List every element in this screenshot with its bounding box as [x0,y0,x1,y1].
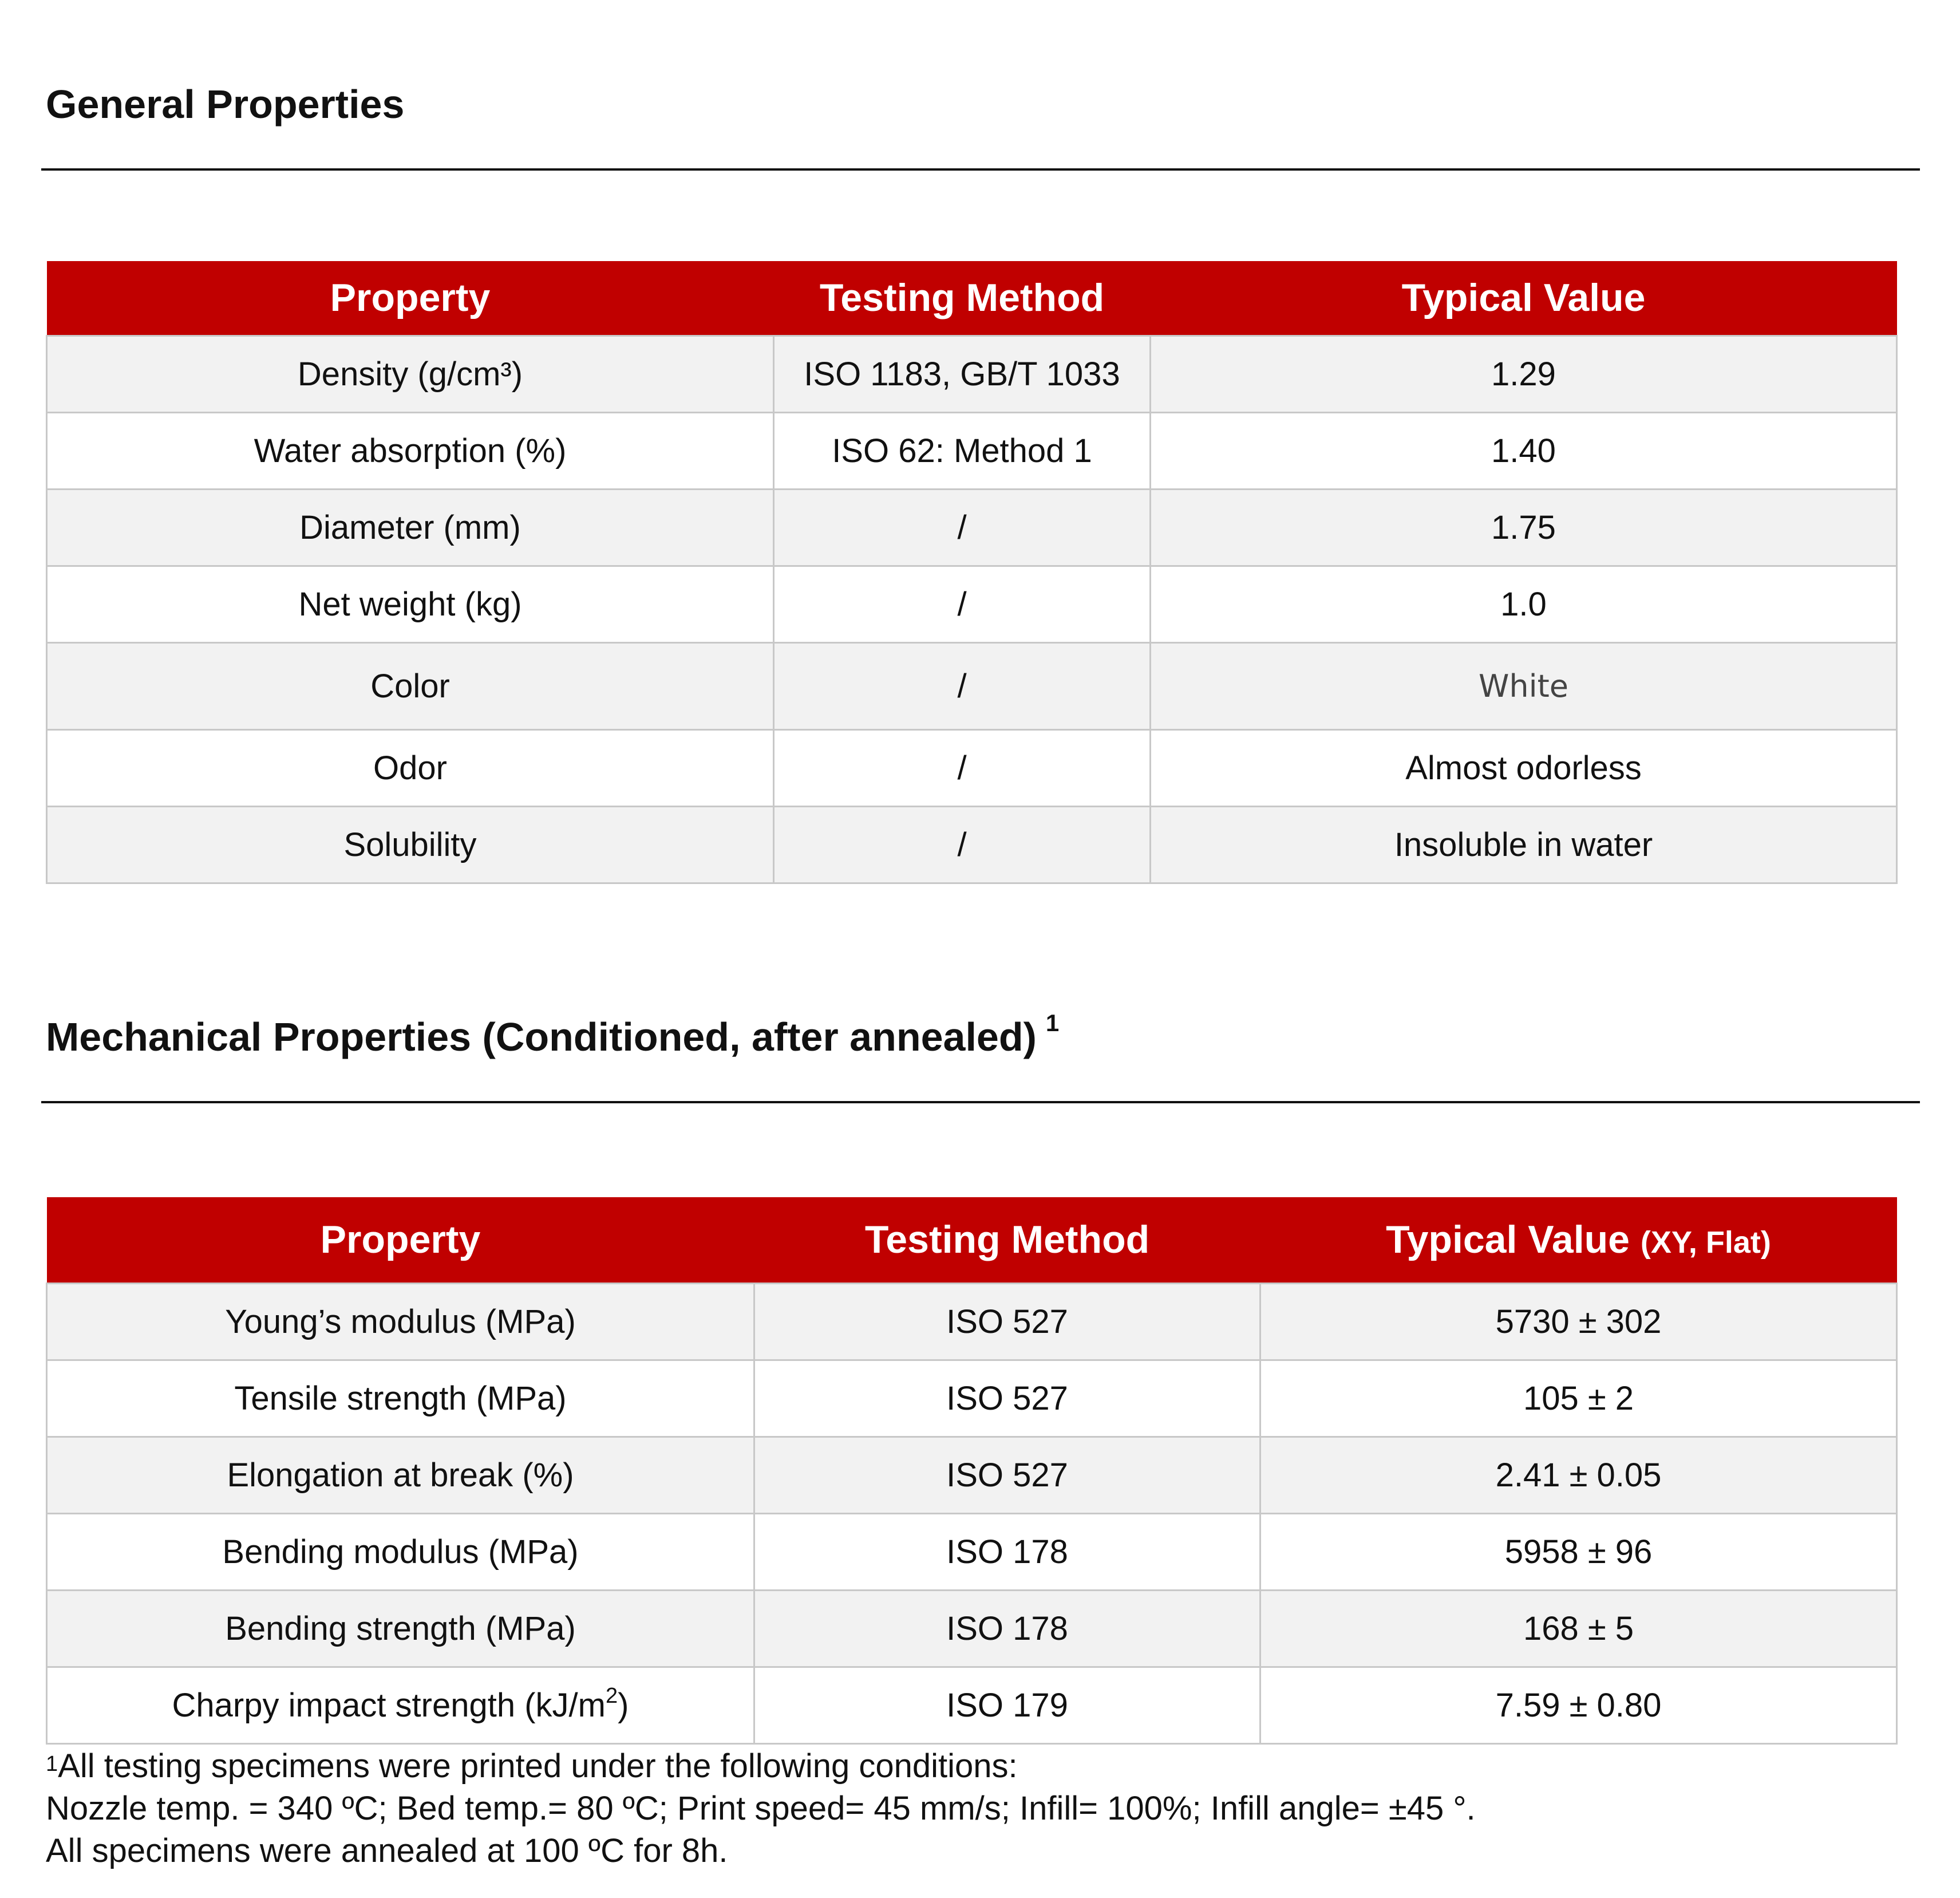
property-cell: Tensile strength (MPa) [47,1360,754,1437]
header-typical-value [1260,1197,1897,1283]
table-row [47,806,1897,883]
value-cell: 2.41 ± 0.05 [1260,1437,1897,1513]
table-header-row [47,1197,1897,1283]
mechanical-properties-title [46,1009,1060,1059]
method-cell: ISO 527 [754,1360,1260,1437]
header-typical-value-label: Typical Value [1386,1218,1630,1262]
value-cell: White [1151,642,1897,729]
value-cell: 5958 ± 96 [1260,1513,1897,1590]
table-row [47,1283,1897,1360]
property-cell: Bending strength (MPa) [47,1590,754,1667]
value-cell: 168 ± 5 [1260,1590,1897,1667]
property-cell: Odor [47,729,774,806]
property-cell: Elongation at break (%) [47,1437,754,1513]
method-cell: ISO 179 [754,1667,1260,1743]
mechanical-divider [41,1101,1920,1103]
header-typical-value: Typical Value [1151,261,1897,336]
method-cell: ISO 62: Method 1 [774,412,1151,489]
header-value-unit: (XY, Flat) [1640,1225,1771,1260]
property-cell: Density (g/cm³) [47,336,774,412]
property-cell: Net weight (kg) [47,566,774,642]
header-testing-method: Testing Method [754,1197,1260,1283]
footnote-line-2: Nozzle temp. = 340 ºC; Bed temp.= 80 ºC; Print speed= 45 mm/s; Infill= 100%; Infill angle= ±45 °. [46,1790,1476,1827]
table-row [47,1590,1897,1667]
value-cell: 1.0 [1151,566,1897,642]
value-cell: Almost odorless [1151,729,1897,806]
property-cell: Water absorption (%) [47,412,774,489]
value-cell: 5730 ± 302 [1260,1283,1897,1360]
footnote-reference: 1 [1045,1009,1060,1036]
property-cell: Young’s modulus (MPa) [47,1283,754,1360]
property-cell: Diameter (mm) [47,489,774,566]
property-cell: Color [47,642,774,729]
property-text-end: ) [618,1686,629,1724]
method-cell: / [774,642,1151,729]
method-cell: / [774,489,1151,566]
method-cell: ISO 527 [754,1283,1260,1360]
header-property: Property [47,261,774,336]
table-header-row [47,261,1897,336]
superscript-two: 2 [606,1683,618,1708]
method-cell: / [774,806,1151,883]
value-cell: 105 ± 2 [1260,1360,1897,1437]
footnote-marker: 1 [46,1752,58,1776]
table-row [47,489,1897,566]
method-cell: ISO 178 [754,1590,1260,1667]
table-row [47,642,1897,729]
table-row [47,566,1897,642]
header-property: Property [47,1197,754,1283]
table-row [47,1437,1897,1513]
method-cell: ISO 178 [754,1513,1260,1590]
table-row [47,336,1897,412]
property-cell [47,1667,754,1743]
property-text: Charpy impact strength (kJ/m [172,1686,606,1724]
value-cell: 1.29 [1151,336,1897,412]
mechanical-properties-table [46,1197,1898,1745]
footnote-line-1 [46,1745,1476,1787]
method-cell: / [774,566,1151,642]
footnote-text-1: All testing specimens were printed under the following conditions: [58,1747,1018,1785]
table-row [47,1513,1897,1590]
header-testing-method: Testing Method [774,261,1151,336]
general-properties-title: General Properties [46,82,405,127]
mechanical-title-text: Mechanical Properties (Conditioned, after annealed) [46,1015,1037,1059]
footnote [46,1745,1476,1872]
table-row [47,1360,1897,1437]
table-row [47,1667,1897,1743]
property-cell: Solubility [47,806,774,883]
value-cell: Insoluble in water [1151,806,1897,883]
table-row [47,729,1897,806]
value-cell: 1.40 [1151,412,1897,489]
method-cell: ISO 527 [754,1437,1260,1513]
method-cell: ISO 1183, GB/T 1033 [774,336,1151,412]
general-properties-table [46,261,1898,884]
value-cell: 1.75 [1151,489,1897,566]
footnote-line-3: All specimens were annealed at 100 ºC for 8h. [46,1832,728,1869]
property-cell: Bending modulus (MPa) [47,1513,754,1590]
general-divider [41,168,1920,171]
table-row [47,412,1897,489]
value-cell: 7.59 ± 0.80 [1260,1667,1897,1743]
method-cell: / [774,729,1151,806]
